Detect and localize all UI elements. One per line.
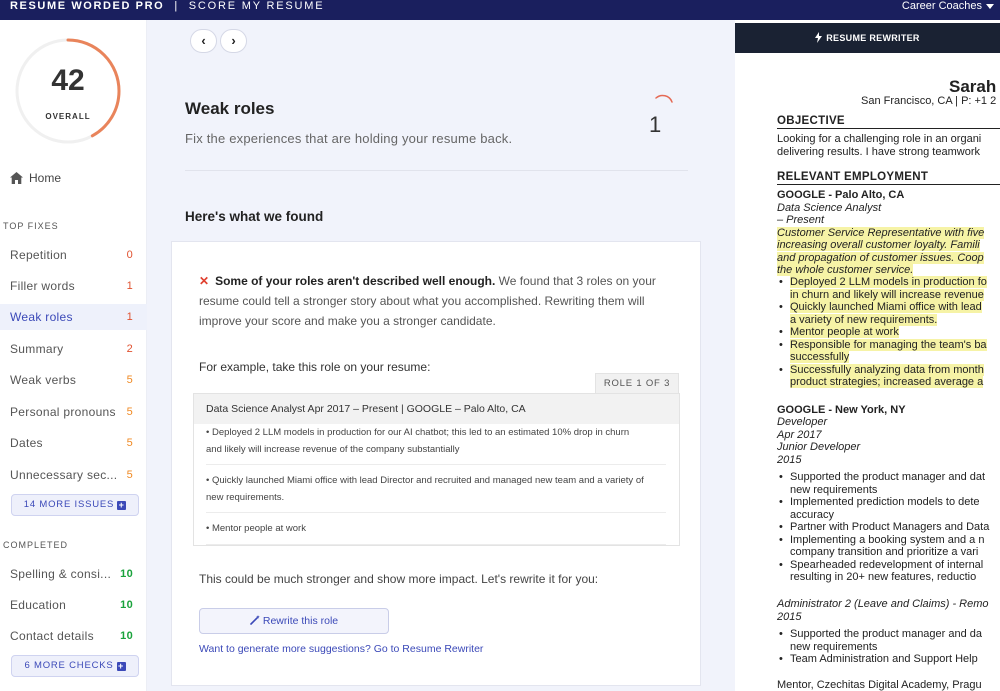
summary-line: the whole customer service.	[777, 264, 914, 276]
job-summary	[777, 239, 980, 252]
overall-label: OVERALL	[45, 112, 91, 121]
nav-item-spelling[interactable]	[0, 561, 147, 587]
role-bullet: • Deployed 2 LLM models in production for our AI chatbot; this led to an estimated 10% drop in churn and likely will increase revenue of the company substantially	[206, 427, 630, 455]
resume-bullet	[790, 628, 982, 653]
bullet-line: product strategies; increased average a	[790, 376, 984, 388]
bullet-line: Implemented prediction models to dete	[790, 496, 980, 508]
issue-count-arc	[652, 94, 676, 106]
employment-heading: RELEVANT EMPLOYMENT	[777, 171, 929, 183]
job-summary	[777, 264, 913, 277]
resume-bullet	[790, 471, 989, 496]
nav-item-label: Dates	[10, 436, 43, 450]
plus-icon: +	[118, 661, 125, 671]
summary-line: Customer Service Representative with five	[777, 227, 985, 239]
section-title: SCORE MY RESUME	[188, 0, 325, 12]
job-title: Junior Developer	[777, 441, 861, 453]
page-subtitle: Fix the experiences that are holding your resume back.	[185, 131, 513, 146]
divider	[206, 512, 666, 513]
bullet-line: Mentor people at work	[790, 326, 899, 338]
bullet-line: Responsible for managing the team's ba	[790, 338, 987, 351]
more-issues-button[interactable]	[11, 494, 139, 516]
bullet-line: Supported the product manager and da	[790, 628, 983, 640]
divider	[206, 464, 666, 465]
main-panel	[147, 20, 725, 691]
chevron-down-icon	[986, 4, 994, 9]
nav-item-label: Weak roles	[10, 310, 73, 324]
rewriter-header-label: RESUME REWRITER	[826, 33, 920, 43]
nav-item-unnecessary-sections[interactable]	[0, 462, 147, 488]
nav-item-repetition[interactable]	[0, 242, 147, 268]
home-link[interactable]	[10, 171, 61, 185]
issue-count: 0	[126, 249, 133, 261]
issue-count: 5	[126, 406, 133, 418]
more-checks-label: 6 MORE CHECKS	[24, 660, 114, 671]
bullet-line: Successfully analyzing data from month	[790, 363, 984, 376]
resume-bullet	[790, 364, 987, 389]
magic-wand-icon	[250, 615, 260, 625]
completed-heading: COMPLETED	[3, 540, 69, 550]
resume-line: Mentor, Czechitas Digital Academy, Pragu	[777, 679, 982, 691]
bullet-line: successfully	[790, 351, 850, 363]
divider	[777, 184, 1000, 185]
bullet-line: Spearheaded redevelopment of internal	[790, 558, 984, 571]
resume-rewriter-link[interactable]: Want to generate more suggestions? Go to Resume Rewriter	[199, 643, 484, 655]
home-label: Home	[29, 171, 62, 185]
job-title: Data Science Analyst	[777, 202, 882, 214]
job3-bullets	[790, 628, 982, 666]
career-coaches-menu[interactable]	[902, 0, 994, 13]
job-summary	[777, 227, 984, 240]
prev-button[interactable]	[190, 29, 217, 53]
nav-item-label: Spelling & consi...	[10, 567, 112, 581]
resume-bullet	[790, 559, 989, 584]
role-bullet: • Quickly launched Miami office with lead Director and recruited and managed new team and a variety of new requirements.	[206, 475, 644, 503]
issue-description	[199, 271, 669, 331]
nav-item-label: Education	[10, 598, 67, 612]
more-checks-button[interactable]	[11, 655, 139, 677]
bullet-line: Partner with Product Managers and Data	[790, 521, 990, 533]
resume-bullet	[790, 276, 987, 301]
plus-icon: +	[118, 500, 125, 510]
bullet-line: new requirements	[790, 640, 878, 653]
issue-count: 5	[126, 469, 133, 481]
resume-bullet	[790, 301, 987, 326]
error-x-icon: ✕	[199, 274, 210, 288]
divider	[206, 544, 666, 545]
bullet-line: Deployed 2 LLM models in production fo	[790, 276, 987, 288]
nav-item-label: Summary	[10, 342, 64, 356]
divider	[777, 128, 1000, 129]
role-counter: ROLE 1 OF 3	[595, 373, 679, 393]
top-fixes-heading: TOP FIXES	[3, 221, 59, 231]
stronger-text: This could be much stronger and show more impact. Let's rewrite it for you:	[199, 572, 599, 586]
brand-separator: |	[174, 0, 179, 12]
objective-heading: OBJECTIVE	[777, 115, 845, 127]
sidebar	[0, 20, 147, 691]
bullet-line: new requirements	[790, 483, 878, 496]
divider	[185, 170, 688, 171]
issue-count: 1	[126, 311, 133, 323]
resume-bullet	[790, 326, 987, 339]
brand-name: RESUME WORDED PRO	[10, 0, 165, 12]
check-score: 10	[120, 630, 133, 642]
job-dates: 2015	[777, 611, 802, 623]
role-example-box	[193, 393, 680, 546]
lightning-icon	[815, 32, 822, 43]
career-coaches-label: Career Coaches	[901, 0, 982, 12]
resume-bullet	[790, 534, 989, 559]
nav-item-summary[interactable]	[0, 336, 147, 362]
role-header: Data Science Analyst Apr 2017 – Present | GOOGLE – Palo Alto, CA	[194, 394, 679, 424]
resume-contact: San Francisco, CA | P: +1 2	[861, 95, 997, 107]
resume-bullet	[790, 521, 989, 534]
job-company: GOOGLE - New York, NY	[777, 404, 906, 416]
resume-bullet	[790, 653, 982, 666]
job-summary	[777, 252, 984, 265]
top-bar	[0, 0, 1000, 20]
nav-item-label: Contact details	[10, 629, 94, 643]
objective-line: delivering results. I have strong teamwork	[777, 146, 980, 158]
nav-item-weak-roles[interactable]	[0, 304, 147, 330]
found-heading: Here's what we found	[185, 209, 324, 224]
nav-item-weak-verbs[interactable]	[0, 367, 147, 393]
more-issues-label: 14 MORE ISSUES	[23, 499, 115, 510]
bullet-line: accuracy	[790, 508, 835, 521]
next-button[interactable]	[220, 29, 247, 53]
job-company: GOOGLE - Palo Alto, CA	[777, 189, 905, 201]
nav-item-filler-words[interactable]	[0, 273, 147, 299]
summary-line: and propagation of customer issues. Coop	[777, 252, 984, 264]
nav-item-personal-pronouns[interactable]	[0, 399, 147, 425]
chevron-right-icon: ›	[231, 33, 236, 48]
bullet-line: in churn and likely will increase revenue	[790, 288, 984, 301]
findings-card	[171, 241, 701, 686]
rewriter-header[interactable]	[735, 23, 1000, 53]
bullet-line: company transition and prioritize a vari	[790, 546, 979, 558]
nav-item-label: Weak verbs	[10, 373, 77, 387]
job-title: Administrator 2 (Leave and Claims) - Remo	[777, 598, 989, 610]
job2-bullets	[790, 471, 989, 584]
job1-bullets	[790, 276, 987, 389]
overall-score: 42	[51, 64, 85, 97]
chevron-left-icon: ‹	[201, 33, 206, 48]
nav-item-label: Unnecessary sec...	[10, 468, 118, 482]
rewrite-role-label: Rewrite this role	[262, 615, 339, 627]
home-icon	[10, 172, 23, 184]
issue-count: 2	[126, 343, 133, 355]
nav-item-label: Filler words	[10, 279, 75, 293]
issue-count: 5	[126, 437, 133, 449]
check-score: 10	[120, 568, 133, 580]
resume-bullet	[790, 496, 989, 521]
objective-line: Looking for a challenging role in an organi	[777, 133, 982, 145]
example-label: For example, take this role on your resume:	[199, 360, 431, 374]
job-dates: 2015	[777, 454, 802, 466]
job-dates: Apr 2017	[777, 429, 822, 441]
bullet-line: Team Administration and Support Help	[790, 653, 978, 665]
bullet-line: a variety of new requirements.	[790, 313, 938, 326]
nav-item-dates[interactable]	[0, 430, 147, 456]
nav-item-label: Repetition	[10, 248, 68, 262]
panel-gap	[725, 20, 735, 691]
issue-count-large: 1	[649, 112, 662, 137]
resume-name: Sarah	[949, 77, 997, 96]
issue-count: 5	[126, 374, 133, 386]
brand-logo[interactable]	[10, 0, 324, 13]
page-title: Weak roles	[185, 99, 275, 118]
resume-rewriter-panel	[735, 20, 1000, 691]
issue-count: 1	[126, 280, 133, 292]
resume-bullet	[790, 339, 987, 364]
nav-item-contact-details[interactable]	[0, 623, 147, 649]
rewrite-role-button[interactable]	[199, 608, 389, 634]
bullet-line: Quickly launched Miami office with lead	[790, 301, 982, 313]
bullet-line: resulting in 20+ new features, reductio	[790, 571, 977, 583]
issue-bold: Some of your roles aren't described well enough.	[215, 274, 496, 288]
job-dates: – Present	[777, 214, 825, 226]
bullet-line: Supported the product manager and dat	[790, 471, 986, 483]
role-bullet: • Mentor people at work	[206, 523, 306, 534]
job-title: Developer	[777, 416, 828, 428]
nav-item-label: Personal pronouns	[10, 405, 116, 419]
nav-item-education[interactable]	[0, 592, 147, 618]
issue-text: We found that 3 roles on your resume could tell a stronger story about what you accomplished. Rewriting them will improve your score and make you a stronger candidate.	[199, 274, 656, 328]
bullet-line: Implementing a booking system and a n	[790, 533, 985, 546]
check-score: 10	[120, 599, 133, 611]
summary-line: increasing overall customer loyalty. Famili	[777, 239, 980, 251]
